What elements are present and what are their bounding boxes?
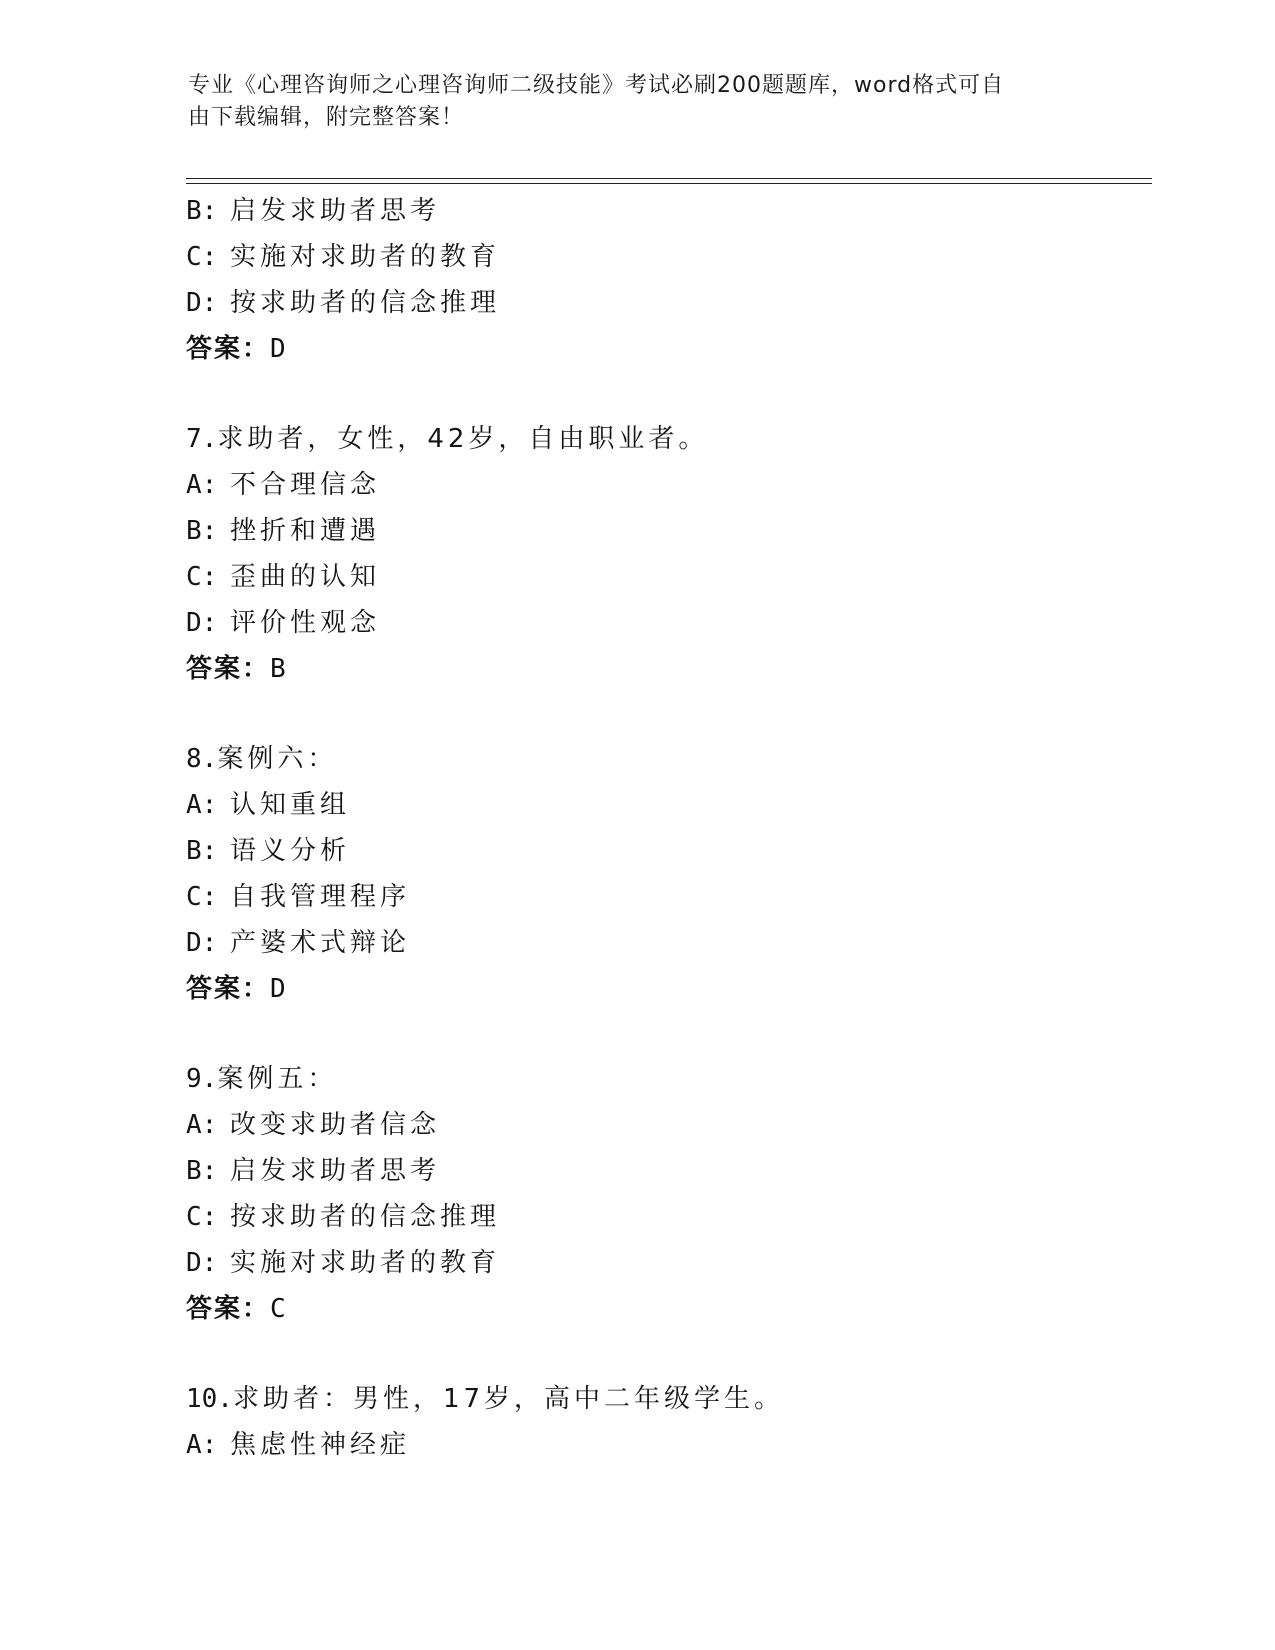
question-8 [186, 736, 1146, 1012]
option-c: C: 自我管理程序 [186, 882, 411, 912]
option-c: C: 按求助者的信念推理 [186, 1202, 501, 1232]
question-7 [186, 416, 1146, 692]
option-a: A: 认知重组 [186, 790, 351, 820]
question-title: 7.求助者，女性，42岁，自由职业者。 [186, 424, 709, 454]
answer: 答案：D [186, 974, 288, 1004]
answer: 答案：D [186, 334, 288, 364]
question-9 [186, 1056, 1146, 1332]
option-b: B: 启发求助者思考 [186, 196, 441, 226]
header-line-1: 专业《心理咨询师之心理咨询师二级技能》考试必刷200题题库，word格式可自 [188, 73, 1005, 98]
option-c: C: 实施对求助者的教育 [186, 242, 501, 272]
document-header [188, 70, 1088, 134]
option-a: A: 焦虑性神经症 [186, 1430, 411, 1460]
header-line-2: 由下载编辑，附完整答案！ [188, 105, 465, 130]
answer: 答案：C [186, 1294, 288, 1324]
option-b: B: 语义分析 [186, 836, 351, 866]
option-d: D: 评价性观念 [186, 608, 381, 638]
question-continued [186, 188, 1146, 372]
header-divider-bottom [186, 183, 1152, 184]
option-c: C: 歪曲的认知 [186, 562, 381, 592]
answer: 答案：B [186, 654, 288, 684]
option-a: A: 改变求助者信念 [186, 1110, 441, 1140]
question-10 [186, 1376, 1146, 1468]
question-list [186, 188, 1146, 1468]
option-b: B: 启发求助者思考 [186, 1156, 441, 1186]
header-divider-top [186, 178, 1152, 179]
question-title: 8.案例六： [186, 744, 338, 774]
option-d: D: 实施对求助者的教育 [186, 1248, 501, 1278]
question-title: 10.求助者：男性，17岁，高中二年级学生。 [186, 1384, 785, 1414]
option-a: A: 不合理信念 [186, 470, 381, 500]
question-title: 9.案例五： [186, 1064, 338, 1094]
option-b: B: 挫折和遭遇 [186, 516, 381, 546]
option-d: D: 产婆术式辩论 [186, 928, 411, 958]
option-d: D: 按求助者的信念推理 [186, 288, 501, 318]
